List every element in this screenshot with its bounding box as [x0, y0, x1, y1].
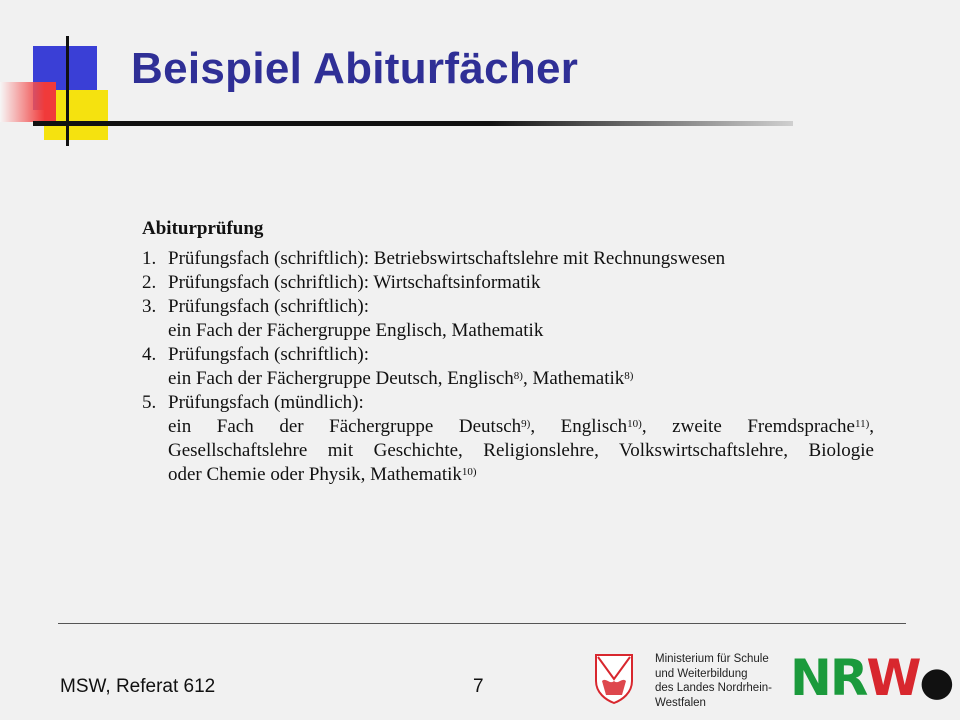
- nrw-logo: NRW●: [790, 649, 953, 707]
- footer-department: MSW, Referat 612: [60, 676, 216, 697]
- page-number: 7: [473, 676, 484, 697]
- list-item-1: 1. Prüfungsfach (schriftlich): Betriebswirtschaftslehre mit Rechnungswesen: [142, 248, 726, 269]
- decorative-red-bar: [0, 82, 56, 122]
- title-underline: [33, 121, 793, 126]
- decorative-vertical-line: [66, 36, 69, 146]
- slide-title: Beispiel Abiturfächer: [131, 44, 579, 93]
- list-item-3: 3. Prüfungsfach (schriftlich): ein Fach der Fächergruppe Englisch, Mathematik: [142, 296, 544, 341]
- list-item-2: 2. Prüfungsfach (schriftlich): Wirtschaftsinformatik: [142, 272, 541, 293]
- nrw-crest-icon: [592, 651, 636, 705]
- document-heading: Abiturprüfung: [142, 218, 264, 239]
- ministry-name: Ministerium für Schule und Weiterbildung des Landes Nordrhein- Westfalen: [655, 653, 772, 709]
- list-item-5: 5. Prüfungsfach (mündlich): ein Fach der Fächergruppe Deutsch$^{9)}$, Englisch$^{10)}$, zweite Fremdsprache$^{11)}$, Gesellschaftslehre mit Geschichte, Religionslehre, Volkswirtschaftslehre, Biologie oder Chemie oder Physik, Mathematik$^{10)}$: [142, 392, 874, 485]
- footer-divider: [58, 623, 906, 624]
- list-item-4: 4. Prüfungsfach (schriftlich): ein Fach der Fächergruppe Deutsch, Englisch$^{8)}$, Mathematik$^{8)}$: [142, 344, 634, 389]
- document-excerpt: [142, 218, 874, 487]
